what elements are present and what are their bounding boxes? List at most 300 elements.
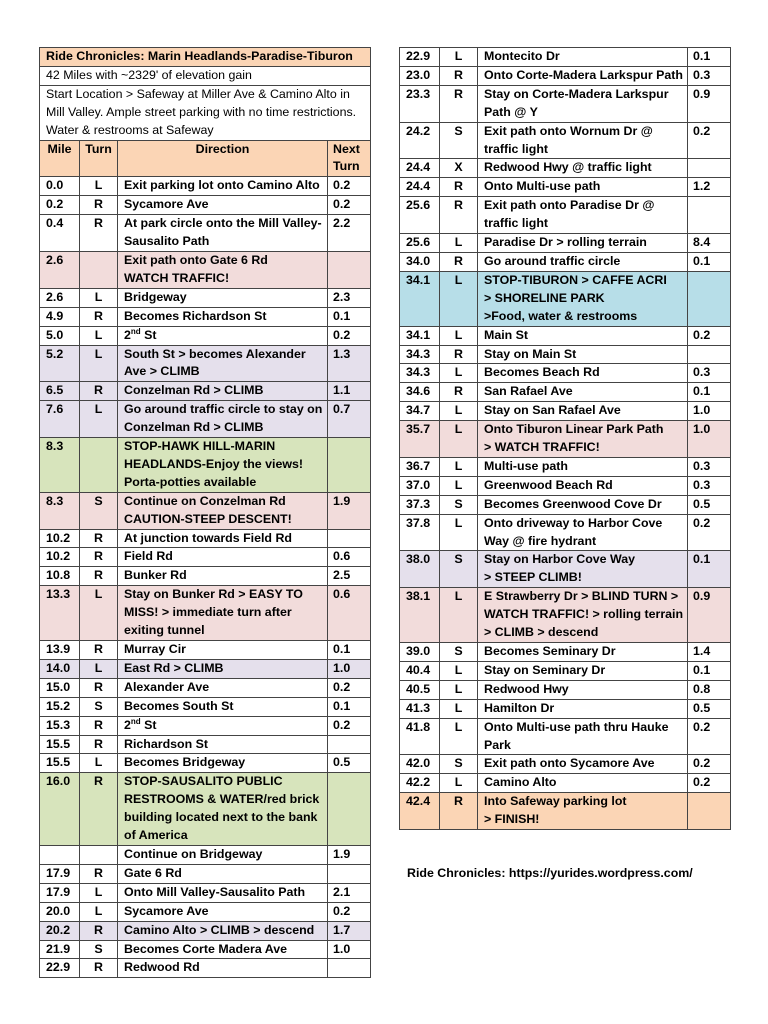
cue-row xyxy=(40,492,371,529)
cell-direction: Stay on Corte-Madera Larkspur Path @ Y xyxy=(478,85,688,122)
cell-turn: R xyxy=(440,85,478,122)
cell-direction: Becomes Bridgeway xyxy=(118,754,328,773)
cue-row xyxy=(400,643,731,662)
cell-mile: 17.9 xyxy=(40,883,80,902)
cell-direction: Richardson St xyxy=(118,735,328,754)
cell-mile: 38.0 xyxy=(400,551,440,588)
cell-next: 0.3 xyxy=(688,66,731,85)
cue-row xyxy=(400,680,731,699)
cue-row xyxy=(400,551,731,588)
cell-mile: 37.8 xyxy=(400,514,440,551)
cell-next: 0.2 xyxy=(688,514,731,551)
cell-turn: L xyxy=(80,288,118,307)
cue-row xyxy=(40,883,371,902)
cue-row xyxy=(40,438,371,493)
cell-next: 0.3 xyxy=(688,457,731,476)
cell-turn: L xyxy=(80,345,118,382)
cue-row xyxy=(40,641,371,660)
cue-row xyxy=(400,159,731,178)
cell-direction: Murray Cir xyxy=(118,641,328,660)
cue-row xyxy=(400,718,731,755)
cell-mile: 15.2 xyxy=(40,697,80,716)
cell-mile: 23.3 xyxy=(400,85,440,122)
cell-next: 1.9 xyxy=(328,492,371,529)
cell-mile: 0.0 xyxy=(40,177,80,196)
cell-turn: S xyxy=(80,697,118,716)
cell-direction: San Rafael Ave xyxy=(478,383,688,402)
cell-mile: 34.1 xyxy=(400,271,440,326)
cell-direction: Onto Corte-Madera Larkspur Path xyxy=(478,66,688,85)
cell-next: 1.0 xyxy=(328,940,371,959)
cell-mile: 4.9 xyxy=(40,307,80,326)
cell-mile: 39.0 xyxy=(400,643,440,662)
cell-turn: R xyxy=(440,178,478,197)
cell-mile: 13.3 xyxy=(40,586,80,641)
cell-turn: R xyxy=(80,196,118,215)
cell-turn: R xyxy=(440,252,478,271)
cell-next: 2.1 xyxy=(328,883,371,902)
cell-mile: 25.6 xyxy=(400,197,440,234)
cell-mile: 15.5 xyxy=(40,735,80,754)
cell-turn: L xyxy=(440,421,478,458)
cell-next: 1.4 xyxy=(688,643,731,662)
cell-mile: 17.9 xyxy=(40,864,80,883)
cell-turn: R xyxy=(440,197,478,234)
cell-turn: R xyxy=(440,793,478,830)
cell-turn: R xyxy=(80,773,118,846)
cell-direction: Exit path onto Paradise Dr @ traffic light xyxy=(478,197,688,234)
cell-direction: Redwood Hwy @ traffic light xyxy=(478,159,688,178)
cell-turn: S xyxy=(440,495,478,514)
cell-next: 0.7 xyxy=(328,401,371,438)
cell-mile: 34.3 xyxy=(400,364,440,383)
cell-turn xyxy=(80,845,118,864)
cell-next: 0.2 xyxy=(688,326,731,345)
cell-mile: 24.2 xyxy=(400,122,440,159)
cell-turn: L xyxy=(440,476,478,495)
cell-next xyxy=(688,159,731,178)
cue-row xyxy=(400,197,731,234)
cell-mile: 42.4 xyxy=(400,793,440,830)
cell-direction: Stay on Bunker Rd > EASY TO MISS! > immediate turn after exiting tunnel xyxy=(118,586,328,641)
cell-direction: 2nd St xyxy=(118,326,328,345)
cue-row xyxy=(400,234,731,253)
cell-mile: 22.9 xyxy=(40,959,80,978)
cell-mile: 10.8 xyxy=(40,567,80,586)
cell-turn: R xyxy=(80,678,118,697)
cue-row xyxy=(40,959,371,978)
cell-mile: 34.1 xyxy=(400,326,440,345)
cell-mile: 6.5 xyxy=(40,382,80,401)
cell-direction: STOP-SAUSALITO PUBLIC RESTROOMS & WATER/red brick building located next to the bank of America xyxy=(118,773,328,846)
cue-row xyxy=(40,940,371,959)
cell-mile: 15.0 xyxy=(40,678,80,697)
cell-direction: Exit path onto Gate 6 Rd WATCH TRAFFIC! xyxy=(118,251,328,288)
cell-next xyxy=(688,345,731,364)
cell-mile: 24.4 xyxy=(400,178,440,197)
cell-next: 1.7 xyxy=(328,921,371,940)
cell-next: 0.2 xyxy=(328,196,371,215)
cell-next: 0.3 xyxy=(688,476,731,495)
cell-next: 0.2 xyxy=(328,902,371,921)
cell-direction: Field Rd xyxy=(118,548,328,567)
cue-row xyxy=(40,196,371,215)
cell-next xyxy=(688,793,731,830)
cell-mile: 5.0 xyxy=(40,326,80,345)
cue-row xyxy=(400,383,731,402)
cell-next: 0.2 xyxy=(328,326,371,345)
cell-mile: 0.4 xyxy=(40,215,80,252)
cell-direction: Greenwood Beach Rd xyxy=(478,476,688,495)
column-headers xyxy=(40,140,371,177)
cell-next: 0.2 xyxy=(328,678,371,697)
cell-turn: L xyxy=(440,718,478,755)
cell-turn: S xyxy=(80,492,118,529)
cell-next: 0.2 xyxy=(688,774,731,793)
cue-row xyxy=(40,659,371,678)
cell-next: 0.9 xyxy=(688,85,731,122)
cell-next: 1.2 xyxy=(688,178,731,197)
cell-next xyxy=(328,529,371,548)
cell-direction: Onto Multi-use path xyxy=(478,178,688,197)
cell-direction: Hamilton Dr xyxy=(478,699,688,718)
cell-mile: 10.2 xyxy=(40,529,80,548)
cue-row xyxy=(40,307,371,326)
cue-row xyxy=(400,252,731,271)
cell-direction: Redwood Hwy xyxy=(478,680,688,699)
cell-next: 0.2 xyxy=(328,177,371,196)
cell-direction: Stay on San Rafael Ave xyxy=(478,402,688,421)
cell-turn: L xyxy=(440,588,478,643)
cell-mile: 34.6 xyxy=(400,383,440,402)
cell-turn: L xyxy=(440,234,478,253)
cell-next xyxy=(328,251,371,288)
cell-direction: Into Safeway parking lot > FINISH! xyxy=(478,793,688,830)
cell-turn: L xyxy=(440,699,478,718)
cell-turn xyxy=(80,251,118,288)
cue-row xyxy=(400,661,731,680)
cell-direction: Multi-use path xyxy=(478,457,688,476)
cue-row xyxy=(400,755,731,774)
cell-next: 0.1 xyxy=(328,307,371,326)
cell-direction: Go around traffic circle to stay on Conzelman Rd > CLIMB xyxy=(118,401,328,438)
cell-next: 0.1 xyxy=(688,252,731,271)
cue-row xyxy=(400,345,731,364)
cell-mile: 37.0 xyxy=(400,476,440,495)
cell-direction: Camino Alto > CLIMB > descend xyxy=(118,921,328,940)
cell-mile: 40.4 xyxy=(400,661,440,680)
cell-direction: Exit parking lot onto Camino Alto xyxy=(118,177,328,196)
cell-next xyxy=(688,197,731,234)
cell-next: 0.8 xyxy=(688,680,731,699)
cell-next: 0.6 xyxy=(328,586,371,641)
cell-turn: L xyxy=(80,177,118,196)
cell-mile: 10.2 xyxy=(40,548,80,567)
cue-row xyxy=(40,921,371,940)
cell-direction: Continue on Conzelman Rd CAUTION-STEEP DESCENT! xyxy=(118,492,328,529)
cell-mile: 23.0 xyxy=(400,66,440,85)
cell-turn: L xyxy=(440,661,478,680)
cell-turn: L xyxy=(440,364,478,383)
cell-turn: S xyxy=(440,755,478,774)
cue-row xyxy=(40,548,371,567)
cell-next: 2.3 xyxy=(328,288,371,307)
cell-turn: S xyxy=(80,940,118,959)
cell-mile xyxy=(40,845,80,864)
cell-turn: L xyxy=(80,883,118,902)
cue-row xyxy=(40,215,371,252)
cell-next: 1.0 xyxy=(328,659,371,678)
cell-turn: R xyxy=(440,66,478,85)
cue-row xyxy=(400,476,731,495)
cell-mile: 41.3 xyxy=(400,699,440,718)
cell-direction: STOP-HAWK HILL-MARIN HEADLANDS-Enjoy the views! Porta-potties available xyxy=(118,438,328,493)
col-header-mile: Mile xyxy=(40,140,80,177)
cell-next: 0.2 xyxy=(688,718,731,755)
cell-direction: Alexander Ave xyxy=(118,678,328,697)
cell-turn: R xyxy=(80,529,118,548)
cue-row xyxy=(400,514,731,551)
cell-next: 0.2 xyxy=(328,716,371,735)
cell-turn: S xyxy=(440,551,478,588)
cell-turn: R xyxy=(80,641,118,660)
cue-row xyxy=(40,697,371,716)
cell-mile: 2.6 xyxy=(40,288,80,307)
cell-mile: 37.3 xyxy=(400,495,440,514)
cue-row xyxy=(40,401,371,438)
cue-row xyxy=(40,529,371,548)
cue-row xyxy=(400,421,731,458)
cue-row xyxy=(40,567,371,586)
cell-next: 0.1 xyxy=(328,697,371,716)
cell-mile: 35.7 xyxy=(400,421,440,458)
cell-turn: R xyxy=(80,215,118,252)
cell-direction: Becomes Seminary Dr xyxy=(478,643,688,662)
cell-mile: 36.7 xyxy=(400,457,440,476)
cell-direction: Continue on Bridgeway xyxy=(118,845,328,864)
cell-direction: E Strawberry Dr > BLIND TURN > WATCH TRAFFIC! > rolling terrain > CLIMB > descend xyxy=(478,588,688,643)
col-header-turn: Turn xyxy=(80,140,118,177)
cell-next: 0.6 xyxy=(328,548,371,567)
cell-next: 0.3 xyxy=(688,364,731,383)
cue-row xyxy=(400,457,731,476)
cue-row xyxy=(400,122,731,159)
cell-turn: L xyxy=(440,326,478,345)
cell-next: 1.0 xyxy=(688,421,731,458)
cell-turn: S xyxy=(440,122,478,159)
cell-mile: 21.9 xyxy=(40,940,80,959)
cue-row xyxy=(40,716,371,735)
cell-mile: 0.2 xyxy=(40,196,80,215)
cell-next xyxy=(328,438,371,493)
cue-row xyxy=(40,845,371,864)
cue-row xyxy=(400,48,731,67)
cell-mile: 13.9 xyxy=(40,641,80,660)
cell-direction: Exit path onto Wornum Dr @ traffic light xyxy=(478,122,688,159)
cell-next: 2.5 xyxy=(328,567,371,586)
cell-direction: South St > becomes Alexander Ave > CLIMB xyxy=(118,345,328,382)
cue-row xyxy=(40,345,371,382)
cell-direction: Stay on Seminary Dr xyxy=(478,661,688,680)
cell-direction: Redwood Rd xyxy=(118,959,328,978)
cell-turn: L xyxy=(80,659,118,678)
cell-next: 0.5 xyxy=(688,495,731,514)
cell-next: 0.1 xyxy=(688,48,731,67)
cell-next: 1.0 xyxy=(688,402,731,421)
cell-turn: R xyxy=(80,921,118,940)
cell-mile: 38.1 xyxy=(400,588,440,643)
cell-turn: L xyxy=(80,401,118,438)
cell-direction: Stay on Harbor Cove Way > STEEP CLIMB! xyxy=(478,551,688,588)
cell-turn: L xyxy=(440,514,478,551)
cell-direction: Onto driveway to Harbor Cove Way @ fire hydrant xyxy=(478,514,688,551)
cell-mile: 5.2 xyxy=(40,345,80,382)
cell-turn: L xyxy=(80,326,118,345)
cue-row xyxy=(40,864,371,883)
cue-row xyxy=(40,382,371,401)
cue-row xyxy=(40,177,371,196)
start-location: Start Location > Safeway at Miller Ave & Camino Alto in Mill Valley. Ample street parking with no time restrictions. Water & restrooms at Safeway xyxy=(40,85,371,140)
cell-next: 0.5 xyxy=(328,754,371,773)
cell-turn: L xyxy=(80,586,118,641)
cell-mile: 16.0 xyxy=(40,773,80,846)
cell-direction: Sycamore Ave xyxy=(118,902,328,921)
cell-next xyxy=(328,959,371,978)
cell-direction: Becomes Corte Madera Ave xyxy=(118,940,328,959)
cell-next: 0.2 xyxy=(688,122,731,159)
cue-row xyxy=(400,326,731,345)
cue-row xyxy=(400,66,731,85)
cue-row xyxy=(400,364,731,383)
cell-turn: L xyxy=(440,457,478,476)
cell-turn xyxy=(80,438,118,493)
cell-mile: 24.4 xyxy=(400,159,440,178)
cell-mile: 41.8 xyxy=(400,718,440,755)
cue-sheet-left xyxy=(39,47,371,978)
cell-next xyxy=(328,735,371,754)
cue-row xyxy=(400,699,731,718)
cell-direction: Becomes South St xyxy=(118,697,328,716)
cue-row xyxy=(400,178,731,197)
cell-turn: L xyxy=(440,48,478,67)
cell-turn: X xyxy=(440,159,478,178)
cue-sheet-right xyxy=(399,47,731,830)
cell-direction: Camino Alto xyxy=(478,774,688,793)
cell-next: 8.4 xyxy=(688,234,731,253)
cell-next: 1.3 xyxy=(328,345,371,382)
cell-turn: R xyxy=(80,959,118,978)
cell-mile: 15.3 xyxy=(40,716,80,735)
cell-mile: 34.3 xyxy=(400,345,440,364)
cell-turn: L xyxy=(440,402,478,421)
cell-direction: STOP-TIBURON > CAFFE ACRI > SHORELINE PARK >Food, water & restrooms xyxy=(478,271,688,326)
cell-next: 0.1 xyxy=(328,641,371,660)
cell-mile: 25.6 xyxy=(400,234,440,253)
cell-turn: R xyxy=(80,567,118,586)
cell-direction: East Rd > CLIMB xyxy=(118,659,328,678)
cue-row xyxy=(40,678,371,697)
cue-row xyxy=(400,774,731,793)
cell-next xyxy=(688,271,731,326)
cue-row xyxy=(400,271,731,326)
cell-next: 0.2 xyxy=(688,755,731,774)
cue-row xyxy=(400,793,731,830)
cue-row xyxy=(400,85,731,122)
cell-mile: 34.0 xyxy=(400,252,440,271)
cell-turn: R xyxy=(80,716,118,735)
cell-next: 0.1 xyxy=(688,551,731,588)
cue-row xyxy=(40,773,371,846)
cell-direction: Sycamore Ave xyxy=(118,196,328,215)
cue-row xyxy=(40,326,371,345)
cell-next: 0.1 xyxy=(688,661,731,680)
cell-turn: R xyxy=(80,735,118,754)
cell-turn: S xyxy=(440,643,478,662)
footer-credit: Ride Chronicles: https://yurides.wordpress.com/ xyxy=(407,866,693,880)
cell-direction: Paradise Dr > rolling terrain xyxy=(478,234,688,253)
cue-row xyxy=(40,754,371,773)
cue-row xyxy=(40,586,371,641)
cell-direction: Main St xyxy=(478,326,688,345)
cell-mile: 42.0 xyxy=(400,755,440,774)
col-header-direction: Direction xyxy=(118,140,328,177)
cell-direction: Conzelman Rd > CLIMB xyxy=(118,382,328,401)
cue-row xyxy=(40,251,371,288)
cell-turn: R xyxy=(440,345,478,364)
ride-summary: 42 Miles with ~2329' of elevation gain xyxy=(40,66,371,85)
cell-next: 0.9 xyxy=(688,588,731,643)
cell-turn: L xyxy=(80,902,118,921)
cell-turn: R xyxy=(80,307,118,326)
cell-mile: 15.5 xyxy=(40,754,80,773)
cell-direction: Bunker Rd xyxy=(118,567,328,586)
cell-direction: Gate 6 Rd xyxy=(118,864,328,883)
cue-row xyxy=(40,902,371,921)
cell-mile: 40.5 xyxy=(400,680,440,699)
cell-turn: R xyxy=(80,864,118,883)
cue-row xyxy=(40,288,371,307)
cell-turn: R xyxy=(80,382,118,401)
cell-direction: 2nd St xyxy=(118,716,328,735)
cell-turn: L xyxy=(440,680,478,699)
cell-mile: 22.9 xyxy=(400,48,440,67)
cell-mile: 34.7 xyxy=(400,402,440,421)
cell-next xyxy=(328,773,371,846)
cell-mile: 8.3 xyxy=(40,438,80,493)
cell-direction: Go around traffic circle xyxy=(478,252,688,271)
cell-direction: Becomes Richardson St xyxy=(118,307,328,326)
cell-next: 1.1 xyxy=(328,382,371,401)
cell-mile: 8.3 xyxy=(40,492,80,529)
cell-direction: At junction towards Field Rd xyxy=(118,529,328,548)
cell-mile: 7.6 xyxy=(40,401,80,438)
cell-turn: L xyxy=(80,754,118,773)
cell-turn: L xyxy=(440,774,478,793)
sheet-title: Ride Chronicles: Marin Headlands-Paradise-Tiburon xyxy=(40,48,371,67)
cell-mile: 20.2 xyxy=(40,921,80,940)
cell-direction: Becomes Greenwood Cove Dr xyxy=(478,495,688,514)
cell-direction: Becomes Beach Rd xyxy=(478,364,688,383)
cell-direction: Montecito Dr xyxy=(478,48,688,67)
cell-next xyxy=(328,864,371,883)
cell-direction: Stay on Main St xyxy=(478,345,688,364)
cell-direction: At park circle onto the Mill Valley-Sausalito Path xyxy=(118,215,328,252)
cell-turn: R xyxy=(80,548,118,567)
col-header-next: Next Turn xyxy=(328,140,371,177)
cue-row xyxy=(400,402,731,421)
cell-turn: R xyxy=(440,383,478,402)
cell-direction: Onto Mill Valley-Sausalito Path xyxy=(118,883,328,902)
